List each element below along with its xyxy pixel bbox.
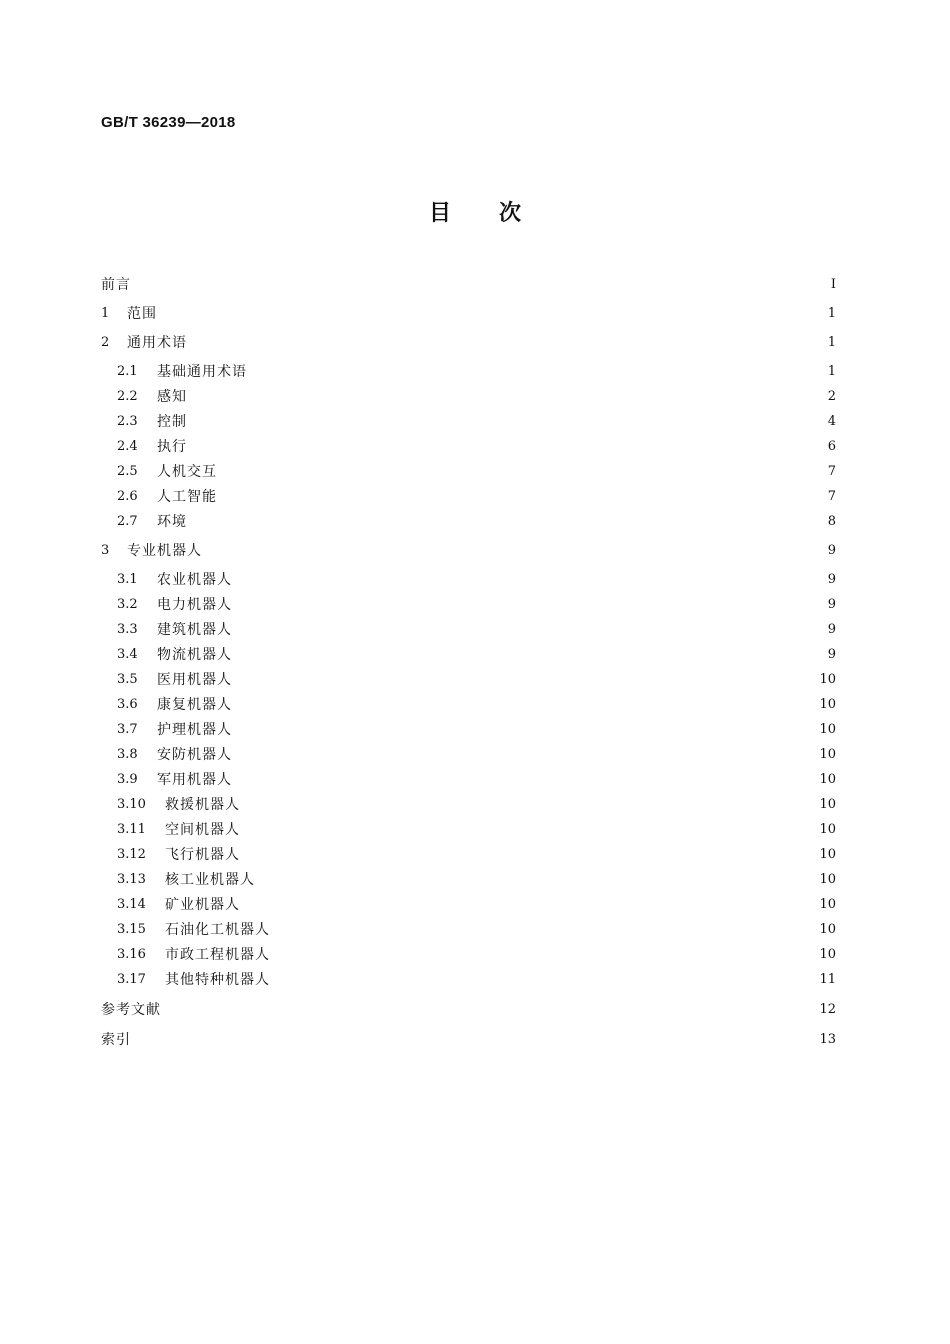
- toc-entry-label: 飞行机器人: [165, 847, 240, 863]
- toc-entry-label: 安防机器人: [157, 747, 232, 763]
- toc-entry-page: 10: [819, 847, 836, 862]
- toc-entry-label: 人工智能: [157, 489, 217, 505]
- dot-leader: [139, 274, 818, 296]
- dot-leader: [225, 461, 818, 483]
- toc-entry-number: 2.3: [117, 414, 138, 429]
- toc-entry-3-8[interactable]: [117, 744, 836, 766]
- toc-entry-number: 3.8: [117, 747, 138, 762]
- toc-entry-page: 4: [827, 414, 836, 429]
- toc-entry-bibliography[interactable]: [101, 999, 836, 1021]
- toc-entry-page: 1: [827, 335, 836, 350]
- toc-entry-3-11[interactable]: [117, 819, 836, 841]
- toc-entry-label: 其他特种机器人: [165, 972, 270, 988]
- toc-entry-page: 7: [827, 464, 836, 479]
- toc-entry-page: 2: [827, 389, 836, 404]
- toc-entry-page: 10: [819, 947, 836, 962]
- toc-entry-label: 前言: [101, 277, 131, 293]
- toc-entry-number: 3.3: [117, 622, 138, 637]
- toc-entry-label: 救援机器人: [165, 797, 240, 813]
- toc-entry-number: 2: [101, 335, 110, 350]
- toc-entry-page: 9: [827, 543, 836, 558]
- toc-entry-label: 通用术语: [127, 335, 187, 351]
- toc-entry-label: 参考文献: [101, 1002, 161, 1018]
- toc-entry-2-5[interactable]: [117, 461, 836, 483]
- toc-entry-page: 1: [827, 364, 836, 379]
- toc-entry-page: 10: [819, 672, 836, 687]
- dot-leader: [169, 999, 810, 1021]
- dot-leader: [195, 511, 818, 533]
- toc-entry-label: 物流机器人: [157, 647, 232, 663]
- dot-leader: [139, 1029, 810, 1051]
- toc-entry-1[interactable]: [101, 303, 836, 325]
- toc-entry-page: 8: [827, 514, 836, 529]
- toc-entry-3-6[interactable]: [117, 694, 836, 716]
- toc-entry-number: 3.14: [117, 897, 146, 912]
- dot-leader: [248, 794, 810, 816]
- toc-entry-number: 3.12: [117, 847, 146, 862]
- toc-entry-page: 10: [819, 922, 836, 937]
- toc-entry-3-10[interactable]: [117, 794, 836, 816]
- toc-entry-label: 建筑机器人: [157, 622, 232, 638]
- toc-entry-number: 2.5: [117, 464, 138, 479]
- toc-entry-number: 3.17: [117, 972, 146, 987]
- toc-entry-label: 基础通用术语: [157, 364, 247, 380]
- dot-leader: [240, 569, 818, 591]
- toc-entry-3-16[interactable]: [117, 944, 836, 966]
- toc-entry-page: 10: [819, 747, 836, 762]
- dot-leader: [240, 744, 810, 766]
- toc-entry-number: 2.6: [117, 489, 138, 504]
- toc-entry-label: 护理机器人: [157, 722, 232, 738]
- toc-entry-label: 石油化工机器人: [165, 922, 270, 938]
- toc-entry-number: 2.7: [117, 514, 138, 529]
- toc-entry-2-7[interactable]: [117, 511, 836, 533]
- toc-entry-page: 11: [819, 972, 836, 987]
- toc-entry-page: 10: [819, 722, 836, 737]
- title-char-2: 次: [499, 201, 522, 226]
- toc-entry-label: 核工业机器人: [165, 872, 255, 888]
- toc-entry-3-13[interactable]: [117, 869, 836, 891]
- toc-entry-3-5[interactable]: [117, 669, 836, 691]
- toc-entry-label: 农业机器人: [157, 572, 232, 588]
- toc-entry-2-4[interactable]: [117, 436, 836, 458]
- toc-entry-page: Ⅰ: [830, 277, 836, 292]
- dot-leader: [195, 436, 818, 458]
- toc-entry-label: 感知: [157, 389, 187, 405]
- dot-leader: [225, 486, 818, 508]
- toc-entry-index[interactable]: [101, 1029, 836, 1051]
- toc-entry-number: 3.2: [117, 597, 138, 612]
- toc-entry-2-1[interactable]: [117, 361, 836, 383]
- toc-entry-page: 10: [819, 872, 836, 887]
- dot-leader: [263, 869, 810, 891]
- toc-entry-number: 3.10: [117, 797, 146, 812]
- toc-entry-3-7[interactable]: [117, 719, 836, 741]
- toc-entry-3-3[interactable]: [117, 619, 836, 641]
- toc-entry-page: 12: [819, 1002, 836, 1017]
- toc-entry-3[interactable]: [101, 540, 836, 562]
- toc-entry-3-4[interactable]: [117, 644, 836, 666]
- dot-leader: [255, 361, 818, 383]
- toc-entry-number: 3.16: [117, 947, 146, 962]
- toc-entry-page: 9: [827, 572, 836, 587]
- toc-entry-page: 9: [827, 622, 836, 637]
- dot-leader: [278, 944, 810, 966]
- toc-entry-2-2[interactable]: [117, 386, 836, 408]
- dot-leader: [195, 411, 818, 433]
- dot-leader: [248, 894, 810, 916]
- toc-entry-label: 电力机器人: [157, 597, 232, 613]
- toc-entry-3-1[interactable]: [117, 569, 836, 591]
- toc-entry-number: 3.9: [117, 772, 138, 787]
- dot-leader: [278, 969, 810, 991]
- toc-entry-label: 康复机器人: [157, 697, 232, 713]
- toc-entry-label: 军用机器人: [157, 772, 232, 788]
- toc-entry-2[interactable]: [101, 332, 836, 354]
- toc-entry-number: 3.6: [117, 697, 138, 712]
- toc-entry-label: 执行: [157, 439, 187, 455]
- dot-leader: [240, 644, 818, 666]
- dot-leader: [240, 719, 810, 741]
- toc-entry-number: 3.5: [117, 672, 138, 687]
- toc-entry-label: 范围: [127, 306, 157, 322]
- toc-entry-page: 7: [827, 489, 836, 504]
- toc-entry-2-6[interactable]: [117, 486, 836, 508]
- toc-entry-page: 13: [819, 1032, 836, 1047]
- toc-entry-2-3[interactable]: [117, 411, 836, 433]
- toc-entry-label: 市政工程机器人: [165, 947, 270, 963]
- toc-entry-number: 3: [101, 543, 110, 558]
- toc-entry-label: 专业机器人: [127, 543, 202, 559]
- toc-entry-3-15[interactable]: [117, 919, 836, 941]
- toc-entry-page: 10: [819, 797, 836, 812]
- toc-entry-number: 2.1: [117, 364, 138, 379]
- toc-entry-page: 10: [819, 897, 836, 912]
- toc-entry-number: 3.13: [117, 872, 146, 887]
- toc-entry-3-12[interactable]: [117, 844, 836, 866]
- toc-entry-page: 6: [827, 439, 836, 454]
- toc-entry-number: 3.4: [117, 647, 138, 662]
- toc-entry-number: 3.7: [117, 722, 138, 737]
- toc-entry-page: 10: [819, 697, 836, 712]
- dot-leader: [240, 694, 810, 716]
- page-title: [0, 196, 950, 227]
- toc-entry-number: 3.15: [117, 922, 146, 937]
- dot-leader: [278, 919, 810, 941]
- title-char-1: 目: [428, 201, 451, 226]
- dot-leader: [248, 844, 810, 866]
- toc-entry-3-14[interactable]: [117, 894, 836, 916]
- dot-leader: [240, 769, 810, 791]
- dot-leader: [248, 819, 810, 841]
- dot-leader: [165, 303, 818, 325]
- dot-leader: [210, 540, 818, 562]
- toc-entry-label: 人机交互: [157, 464, 217, 480]
- toc-entry-number: 2.2: [117, 389, 138, 404]
- toc-entry-number: 2.4: [117, 439, 138, 454]
- toc-entry-3-2[interactable]: [117, 594, 836, 616]
- toc-entry-label: 空间机器人: [165, 822, 240, 838]
- toc-entry-number: 1: [101, 306, 110, 321]
- toc-entry-3-17[interactable]: [117, 969, 836, 991]
- toc-entry-label: 医用机器人: [157, 672, 232, 688]
- toc-entry-label: 索引: [101, 1032, 131, 1048]
- toc-entry-page: 9: [827, 647, 836, 662]
- toc-entry-label: 环境: [157, 514, 187, 530]
- toc-entry-preface[interactable]: [101, 274, 836, 296]
- toc-entry-label: 矿业机器人: [165, 897, 240, 913]
- toc-entry-number: 3.11: [117, 822, 146, 837]
- dot-leader: [240, 669, 810, 691]
- standard-code: GB/T 36239—2018: [101, 114, 236, 131]
- dot-leader: [195, 386, 818, 408]
- toc-entry-page: 1: [827, 306, 836, 321]
- toc-entry-label: 控制: [157, 414, 187, 430]
- toc-entry-3-9[interactable]: [117, 769, 836, 791]
- toc-entry-page: 10: [819, 822, 836, 837]
- toc-entry-number: 3.1: [117, 572, 138, 587]
- dot-leader: [240, 619, 818, 641]
- dot-leader: [240, 594, 818, 616]
- dot-leader: [195, 332, 818, 354]
- toc-entry-page: 10: [819, 772, 836, 787]
- toc-entry-page: 9: [827, 597, 836, 612]
